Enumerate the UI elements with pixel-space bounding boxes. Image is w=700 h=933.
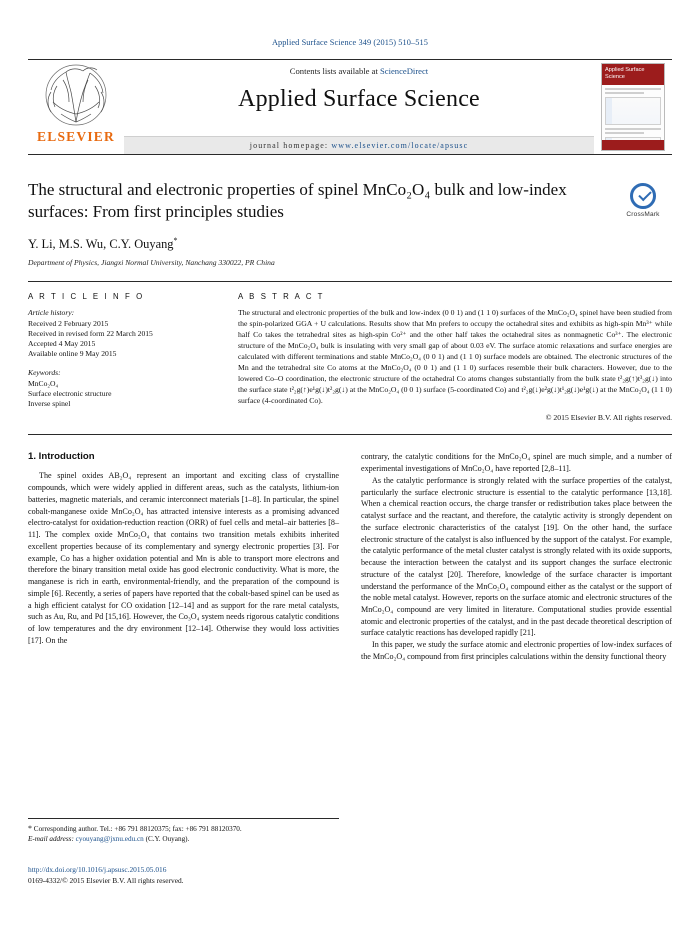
history-item: Received in revised form 22 March 2015 <box>28 329 153 338</box>
body-paragraph: contrary, the catalytic conditions for the MnCo₂O₄ spinel are much simple, and a number of experimental investigations of MnCo₂O₄ have reported [2,8–11]. <box>361 452 672 474</box>
body-column-right <box>361 451 672 662</box>
history-item: Received 2 February 2015 <box>28 319 109 328</box>
body-columns <box>28 451 672 662</box>
sciencedirect-link[interactable]: ScienceDirect <box>380 66 429 76</box>
homepage-prefix: journal homepage: <box>249 141 332 150</box>
article-history-label: Article history: <box>28 308 75 317</box>
article-info-heading: A R T I C L E I N F O <box>28 292 145 301</box>
author-list <box>28 236 672 252</box>
crossmark-label: CrossMark <box>626 211 660 218</box>
footnote-marker: * <box>28 824 32 833</box>
homepage-link[interactable]: www.elsevier.com/locate/apsusc <box>331 141 469 150</box>
crossmark-badge[interactable] <box>614 183 672 218</box>
section-heading-introduction: 1. Introduction <box>28 451 95 463</box>
cover-line <box>605 92 644 94</box>
keyword-item: MnCo₂O₄ <box>28 379 59 388</box>
body-paragraph: The spinel oxides AB₂O₄ represent an important and exciting class of crystalline compounds, which were widely applied in different areas, such as the catalysts, lithium-ion batteries, magnetic materials, and ceramic interconnect materials [1–8]. In particular, the spinel cobalt-manganese oxide MnCo₂O₄ has attracted intensive interests as a promising advanced electro-catalyst for oxidation-reduction reaction (ORR) of fuel cells and metal–air batteries [8–11]. The complex oxide MnCo₂O₄ that contains two transition metals exhibits inherited excellent properties because of its complementary and synergy electronic properties [3]. For example, Co has a higher oxidation potential and Mn is able to transport more electrons and therefore the binary transition metal oxide has good electronic conductivity. What is more, the manganese is rich in earth, environmental-friendly, and the preparation of the compound is simple [6]. Recently, a series of papers have reported that the cobalt-based spinel can be used as a high efficient catalyst for CO oxidation [12–14] and as support for the rare metal catalysts, such as Au, Ru, and Pd [15,16]. However, the Co₃O₄ system needs rigorous catalytic conditions of low temperatures and the dry environment [12–14]. Otherwise they would loss activities [17]. On the <box>28 471 339 645</box>
masthead-right <box>594 60 672 154</box>
keyword-item: Inverse spinel <box>28 399 71 408</box>
publisher-logo <box>28 60 124 154</box>
abstract-column <box>238 292 672 422</box>
elsevier-wordmark: ELSEVIER <box>37 129 115 144</box>
journal-title: Applied Surface Science <box>238 86 480 112</box>
spacer <box>28 359 216 368</box>
journal-masthead <box>28 59 672 155</box>
keywords-label: Keywords: <box>28 368 61 377</box>
author-names: Y. Li, M.S. Wu, C.Y. Ouyang <box>28 237 174 251</box>
contents-prefix: Contents lists available at <box>289 66 380 76</box>
history-item: Available online 9 May 2015 <box>28 349 117 358</box>
doi-link[interactable]: http://dx.doi.org/10.1016/j.apsusc.2015.05.016 <box>28 865 167 874</box>
info-abstract-block <box>28 281 672 435</box>
footnote-text: Corresponding author. Tel.: +86 791 88120375; fax: +86 791 88120370. <box>33 825 242 833</box>
body-paragraph: As the catalytic performance is strongly related with the surface properties of the catalyst, particularly the surface electronic structure is essential to the catalytic performance [13,18]. When a chemical reaction occurs, the charge transfer or redistribution takes place between the catalyst surface and the reactant, and therefore, the catalytic activity is strongly dependent on the surface electronic characteristics of the catalyst [19]. On the other hand, the surface electronic structure of the catalyst is also influenced by the support of the catalyst. For example, the catalytic performance of the metal cluster catalyst is strongly related with its oxide supports, because the interaction between the catalyst and its support changes the surface electronic structure of the catalyst [20]. Therefore, knowledge of the surface character is important understand the performance of the MnCo₂O₄ compound either as the catalyst or the support of the noble metal catalyst. However, reports on the surface atomic and electronic structures of the MnCo₂O₄ compound are very limited in literature. Computational studies provide essential atomic and electronic properties of the catalyst, and in the past decade theoretical description of surface catalytic reactions has developed rapidly [21]. <box>361 475 672 638</box>
journal-cover-thumbnail <box>601 63 665 151</box>
abstract-copyright: © 2015 Elsevier B.V. All rights reserved. <box>545 413 672 423</box>
corresponding-email-link[interactable]: cyouyang@jxnu.edu.cn <box>75 834 144 843</box>
keyword-item: Surface electronic structure <box>28 389 112 398</box>
page-title: The structural and electronic properties of spinel MnCo₂O₄ bulk and low-index surfaces: From first principles studies <box>28 180 567 222</box>
cover-line <box>605 128 661 130</box>
issn-copyright-line: 0169-4332/© 2015 Elsevier B.V. All rights reserved. <box>28 876 184 886</box>
abstract-heading: A B S T R A C T <box>238 292 325 301</box>
cover-title: Applied Surface Science <box>602 64 664 85</box>
elsevier-tree-icon <box>33 62 119 128</box>
title-block <box>28 179 672 267</box>
author-correspondence-mark: * <box>173 235 178 245</box>
masthead-center <box>124 60 594 154</box>
contents-available-line <box>290 66 428 76</box>
cover-line <box>605 132 644 134</box>
corresponding-author-footnote <box>28 818 339 845</box>
abstract-text: The structural and electronic properties of the bulk and low-index (0 0 1) and (1 1 0) surfaces of the MnCo₂O₄ spinel have been studied from the spin-polarized GGA + U calculations. Results show that Mn prefers to occupy the octahedral sites and exhibits as high-spin Mn³⁺ while half Co takes the tetrahedral sites as high-spin Co²⁺ and the other half takes the octahedral sites as nonmagnetic Co³⁺. The electronic structure of the MnCo₂O₄ bulk is insulating with very small gap of about 0.03 eV. The surface atomic relaxations and surface energies are calculated with different terminations and stable MnCo₂O₄ (0 0 1) and (1 1 0) surface models are obtained. The electronic structures of the Mn and the tetrahedral site Co atoms at the MnCo₂O₄ (0 0 1) and (1 1 0) surfaces resemble their bulk characters. However, due to the lowered Co–O coordination, the electronic structure of the octahedral Co atoms changes substantially from the bulk state t²₂g(↑)t³₂g(↓) into the surface state t²₂g(↑)e¹g(↓)t²₂g(↓) at the MnCo₂O₄ (0 0 1) surface (5-coordinated Co) and t²₂g(↓)e²g(↓)t¹₂g(↓)e¹g(↓) at the MnCo₂O₄ (1 1 0) surface (4-coordinated Co). <box>238 308 672 405</box>
body-column-left <box>28 451 339 662</box>
article-info-column <box>28 292 216 422</box>
cover-figure <box>605 97 661 125</box>
running-head: Applied Surface Science 349 (2015) 510–515 <box>271 38 429 47</box>
page-footer <box>28 864 388 886</box>
affiliation: Department of Physics, Jiangxi Normal University, Nanchang 330022, PR China <box>28 258 275 267</box>
journal-homepage-bar <box>124 136 594 154</box>
body-paragraph: In this paper, we study the surface atomic and electronic properties of low-index surfaces of the MnCo₂O₄ compound from first principles calculations within the density functional theory <box>361 640 672 661</box>
history-item: Accepted 4 May 2015 <box>28 339 96 348</box>
crossmark-icon <box>630 183 656 209</box>
email-owner: (C.Y. Ouyang). <box>145 834 190 843</box>
cover-line <box>605 88 661 90</box>
cover-footer-band <box>602 140 664 150</box>
email-label: E-mail address: <box>28 834 74 843</box>
